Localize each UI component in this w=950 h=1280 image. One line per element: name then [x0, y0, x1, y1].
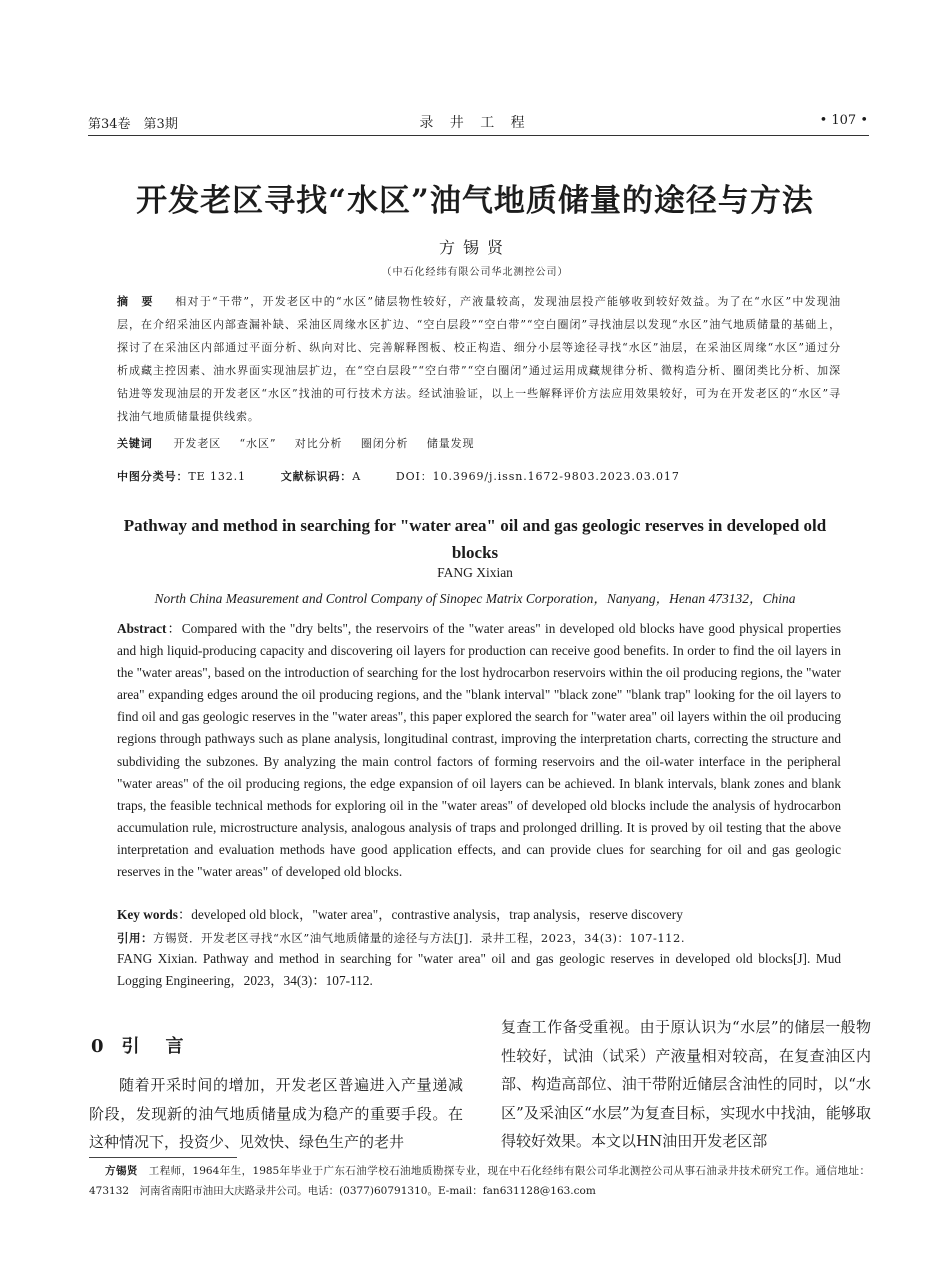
affiliation-en: North China Measurement and Control Company of Sinopec Matrix Corporation，Nanyang，Henan 473132，China — [154, 591, 796, 606]
body-left-column: 随着开采时间的增加，开发老区普遍进入产量递减阶段，发现新的油气地质储量成为稳产的重要手段。在这种情况下，投资少、见效快、绿色生产的老井 — [89, 1076, 463, 1152]
footnote-text: 工程师，1964年生，1985年毕业于广东石油学校石油地质勘探专业，现在中石化经纬有限公司华北测控公司从事石油录井技术研究工作。通信地址：473132 河南省南阳市油田大庆路录井公司。电话：(0377)60791310。E-mail：fan631128@163.com — [89, 1165, 870, 1197]
clc-value: TE 132.1 — [188, 470, 246, 483]
footnote-rule — [89, 1157, 237, 1158]
classification-line — [117, 465, 841, 488]
keywords-en-text: ：developed old block，"water area"，contrastive analysis，trap analysis，reserve discovery — [177, 907, 683, 922]
header-rule — [88, 135, 869, 136]
keyword-item: 圈闭分析 — [360, 437, 409, 450]
section-title: 引 言 — [121, 1036, 188, 1057]
abstract-cn-label: 摘 要 — [117, 295, 154, 308]
author-en: FANG Xixian — [437, 565, 513, 580]
affiliation-cn: （中石化经纬有限公司华北测控公司） — [381, 267, 569, 278]
abstract-en — [117, 618, 841, 883]
doc-code-value: A — [352, 470, 362, 483]
author-footnote — [89, 1161, 870, 1201]
citation-cn — [117, 927, 841, 949]
clc-label: 中图分类号： — [117, 470, 189, 483]
paper-title-en: Pathway and method in searching for "water area" oil and gas geologic reserves in developed old blocks — [123, 516, 827, 562]
header-journal-name: 录 井 工 程 — [419, 115, 531, 131]
header-page-number: • 107 • — [819, 113, 868, 128]
citation-en: FANG Xixian. Pathway and method in searching for "water area" oil and gas geologic reserves in developed old blocks[J]. Mud Logging Engineering，2023，34(3)：107-112. — [117, 951, 841, 989]
doi: DOI：10.3969/j.issn.1672-9803.2023.03.017 — [395, 470, 680, 483]
citation-cn-text: 方锡贤．开发老区寻找“水区”油气地质储量的途径与方法[J]．录井工程，2023，34(3)：107-112. — [153, 931, 685, 945]
footnote-author-name: 方锡贤 — [105, 1165, 138, 1177]
keywords-en-label: Key words — [117, 907, 178, 922]
section-number: 0 — [91, 1036, 108, 1057]
author-cn: 方锡贤 — [438, 238, 511, 257]
keyword-item: “水区” — [239, 437, 277, 450]
abstract-cn — [117, 290, 841, 428]
keywords-cn — [117, 432, 841, 455]
section-heading — [91, 1032, 188, 1058]
abstract-en-label: Abstract — [117, 621, 167, 636]
header-volume-issue: 第34卷 第3期 — [88, 117, 178, 132]
keywords-cn-label: 关键词 — [117, 437, 153, 450]
citation-cn-label: 引用： — [117, 931, 153, 945]
keyword-item: 储量发现 — [426, 437, 475, 450]
keyword-item: 对比分析 — [294, 437, 343, 450]
doc-code-label: 文献标识码： — [280, 470, 353, 483]
body-right-column: 复查工作备受重视。由于原认识为“水层”的储层一般物性较好，试油（试采）产液量相对较高，在复查油区内部、构造高部位、油干带附近储层含油性的同时，以“水区”及采油区“水层”为复查目标，实现水中找油，能够取得较好效果。本文以HN油田开发老区部 — [501, 1018, 871, 1151]
paper-title-cn: 开发老区寻找“水区”油气地质储量的途径与方法 — [136, 183, 814, 219]
abstract-en-text: ：Compared with the "dry belts", the reservoirs of the "water areas" in developed old blocks have good physical properties and high liquid-producing capacity and discovering oil layers for production can receive good benefits. In order to find the oil layers in the "water areas", based on the introduction of searching for the lost hydrocarbon reservoirs within the oil producing regions, the "water area" expanding edges around the oil producing regions, and the "blank interval" "black zone" "blank trap" looking for the oil layers to find oil and gas geologic reserves in the "water areas", this paper explored the search for "water area" oil layers within the oil producing regions through pathways such as plane analysis, longitudinal contrast, improving the interpretation charts, correcting the structure and subdividing the subzones. By analyzing the main control factors of forming reservoirs and the oil-water interface in the peripheral "water areas" of the oil producing regions, the edge expansion of oil layers can be achieved. In blank intervals, blank zones and blank traps, the feasible technical methods for exploring oil in the "water areas" of developed old blocks include the analysis of hydrocarbon accumulation rule, microstructure analysis, analogous analysis of traps and prolonged drilling. It is proved by oil testing that the above interpretation and evaluation methods have good application effects, and can provide clues for searching for oil and gas geologic reserves in the "water areas" of developed old blocks. — [117, 621, 841, 880]
abstract-cn-text: 相对于“干带”，开发老区中的“水区”储层物性较好，产液量较高，发现油层投产能够收到较好效益。为了在“水区”中发现油层，在介绍采油区内部查漏补缺、采油区周缘水区扩边、“空白层段”“空白带”“空白圈闭”寻找油层以发现“水区”油气地质储量的基础上，探讨了在采油区内部通过平面分析、纵向对比、完善解释图板、校正构造、细分小层等途径寻找“水区”油层，在采油区周缘“水区”通过分析成藏主控因素、油水界面实现油层扩边，在“空白层段”“空白带”“空白圈闭”通过运用成藏规律分析、微构造分析、圈闭类比分析、加深钻进等发现油层的开发老区“水区”找油的可行技术方法。经试油验证，以上一些解释评价方法应用效果较好，可为在开发老区的“水区”寻找油气地质储量提供线索。 — [117, 295, 841, 423]
keyword-item: 开发老区 — [173, 437, 222, 450]
keywords-en — [117, 904, 841, 926]
